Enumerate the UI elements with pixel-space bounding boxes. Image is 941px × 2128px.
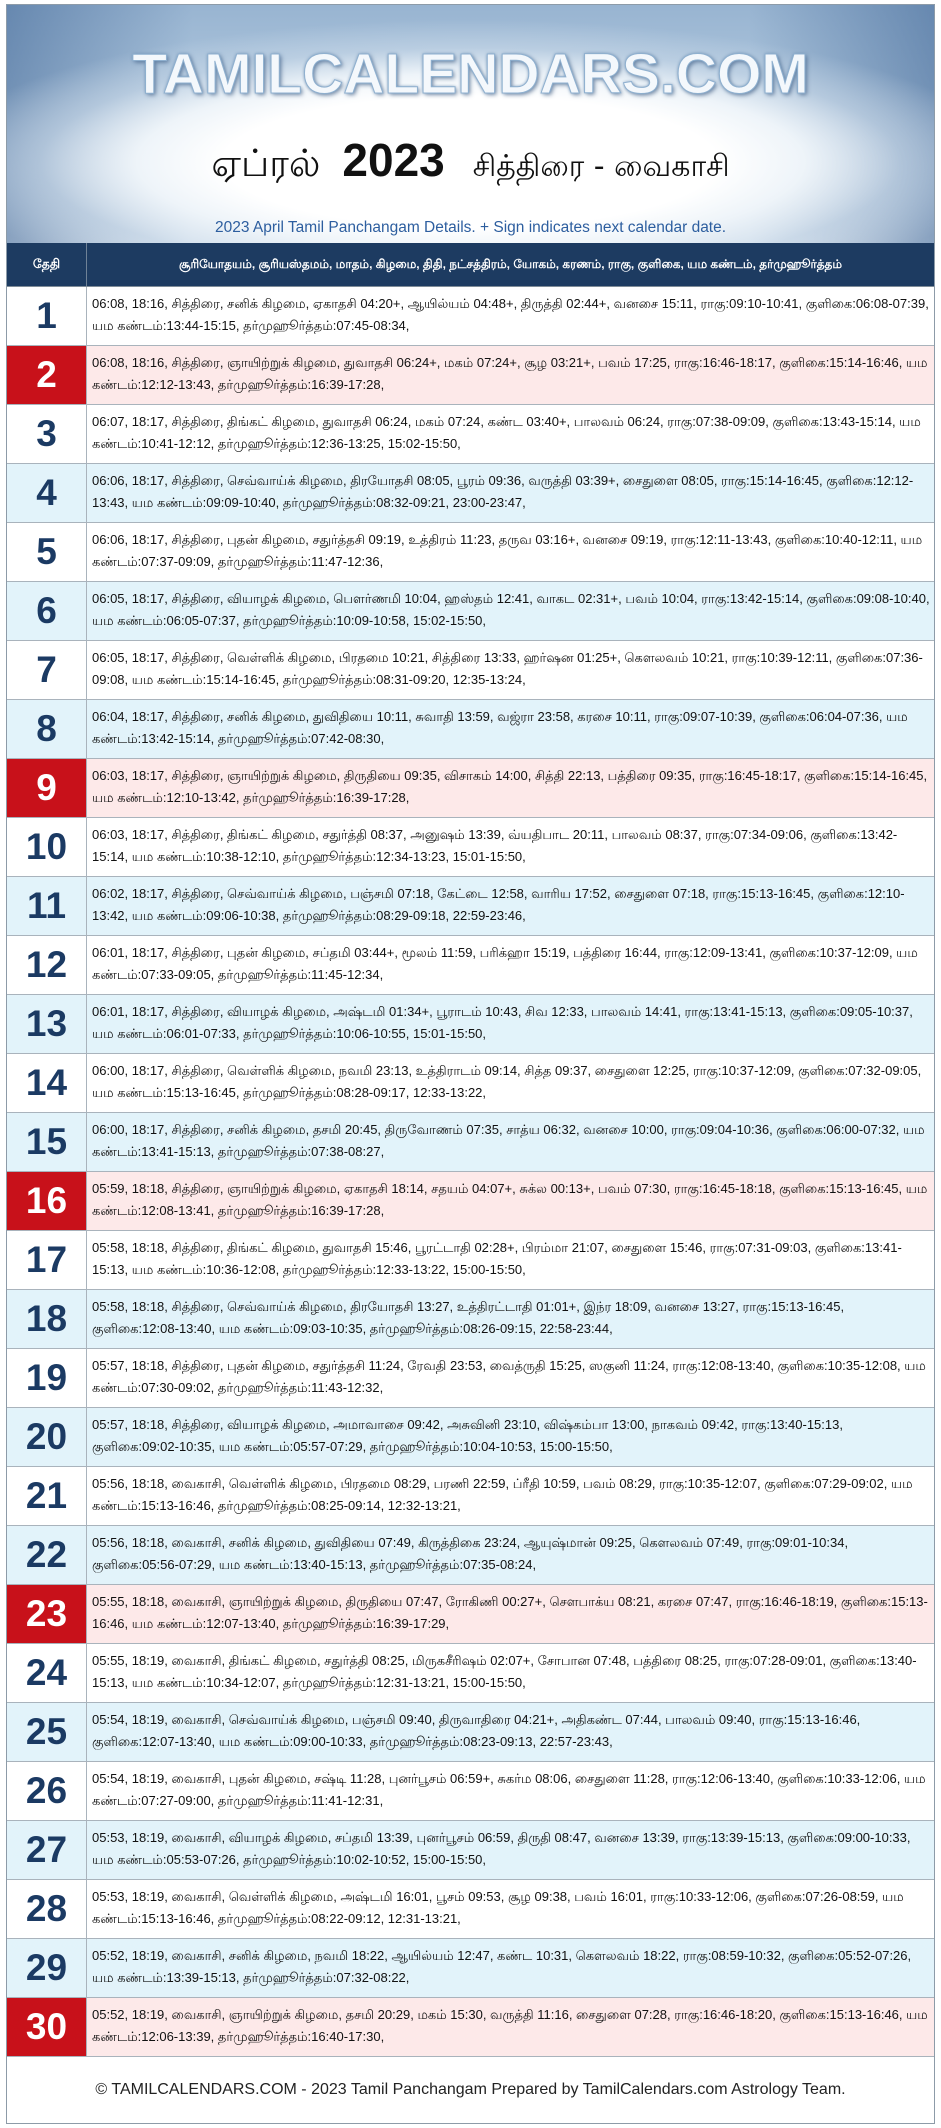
date-number: 8 xyxy=(7,700,87,758)
table-row xyxy=(7,1821,934,1880)
page-subtitle: 2023 April Tamil Panchangam Details. + Sign indicates next calendar date. xyxy=(214,219,727,236)
table-row xyxy=(7,1880,934,1939)
panchangam-details: 05:52, 18:19, வைகாசி, ஞாயிற்றுக் கிழமை, தசமி 20:29, மகம் 15:30, வருத்தி 11:16, சைதுளை 07:28, ராகு:16:46-18:20, குளிகை:15:13-16:46, யம கண்டம்:12:06-13:39, தர்முஹூர்த்தம்:16:40-17:30, xyxy=(92,2007,928,2044)
panchangam-table-body xyxy=(7,287,934,2057)
header-banner xyxy=(7,5,934,243)
table-row xyxy=(7,1762,934,1821)
date-number: 24 xyxy=(7,1644,87,1702)
panchangam-details: 06:05, 18:17, சித்திரை, வியாழக் கிழமை, பௌர்ணமி 10:04, ஹஸ்தம் 12:41, வாகட 02:31+, பவம் 10:04, ராகு:13:42-15:14, குளிகை:09:08-10:40, யம கண்டம்:06:05-07:37, தர்முஹூர்த்தம்:10:09-10:58, 15:02-15:50, xyxy=(92,591,930,628)
panchangam-details: 05:56, 18:18, வைகாசி, சனிக் கிழமை, துவிதியை 07:49, கிருத்திகை 23:24, ஆயுஷ்மான் 09:25, கௌலவம் 07:49, ராகு:09:01-10:34, குளிகை:05:56-07:29, யம கண்டம்:13:40-15:13, தர்முஹூர்த்தம்:07:35-08:24, xyxy=(92,1535,849,1572)
panchangam-details: 05:55, 18:19, வைகாசி, திங்கட் கிழமை, சதுர்த்தி 08:25, மிருகசீரிஷம் 02:07+, சோபான 07:48, பத்திரை 08:25, ராகு:07:28-09:01, குளிகை:13:40-15:13, யம கண்டம்:10:34-12:07, தர்முஹூர்த்தம்:12:31-13:21, 15:00-15:50, xyxy=(92,1653,917,1690)
panchangam-details: 05:52, 18:19, வைகாசி, சனிக் கிழமை, நவமி 18:22, ஆயில்யம் 12:47, கண்ட 10:31, கௌலவம் 18:22, ராகு:08:59-10:32, குளிகை:05:52-07:26, யம கண்டம்:13:39-15:13, தர்முஹூர்த்தம்:07:32-08:22, xyxy=(92,1948,912,1985)
table-row xyxy=(7,405,934,464)
panchangam-details: 06:06, 18:17, சித்திரை, செவ்வாய்க் கிழமை, திரயோதசி 08:05, பூரம் 09:36, வருத்தி 03:39+, சைதுளை 08:05, ராகு:15:14-16:45, குளிகை:12:12-13:43, யம கண்டம்:09:09-10:40, தர்முஹூர்த்தம்:08:32-09:21, 23:00-23:47, xyxy=(92,473,914,510)
table-header xyxy=(7,243,934,287)
panchangam-details: 06:02, 18:17, சித்திரை, செவ்வாய்க் கிழமை, பஞ்சமி 07:18, கேட்டை 12:58, வாரிய 17:52, சைதுளை 07:18, ராகு:15:13-16:45, குளிகை:12:10-13:42, யம கண்டம்:09:06-10:38, தர்முஹூர்த்தம்:08:29-09:18, 22:59-23:46, xyxy=(92,886,905,923)
table-row xyxy=(7,700,934,759)
panchangam-details: 06:03, 18:17, சித்திரை, ஞாயிற்றுக் கிழமை, திருதியை 09:35, விசாகம் 14:00, சித்தி 22:13, பத்திரை 09:35, ராகு:16:45-18:17, குளிகை:15:14-16:45, யம கண்டம்:12:10-13:42, தர்முஹூர்த்தம்:16:39-17:28, xyxy=(92,768,928,805)
panchangam-details: 05:55, 18:18, வைகாசி, ஞாயிற்றுக் கிழமை, திருதியை 07:47, ரோகிணி 00:27+, சௌபாக்ய 08:21, கரசை 07:47, ராகு:16:46-18:19, குளிகை:15:13-16:46, யம கண்டம்:12:07-13:40, தர்முஹூர்த்தம்:16:39-17:29, xyxy=(92,1594,928,1631)
date-number: 20 xyxy=(7,1408,87,1466)
table-row xyxy=(7,1290,934,1349)
date-number: 7 xyxy=(7,641,87,699)
panchangam-details: 05:57, 18:18, சித்திரை, புதன் கிழமை, சதுர்த்தசி 11:24, ரேவதி 23:53, வைத்ருதி 15:25, ஸகுனி 11:24, ராகு:12:08-13:40, குளிகை:10:35-12:08, யம கண்டம்:07:30-09:02, தர்முஹூர்த்தம்:11:43-12:32, xyxy=(92,1358,926,1395)
panchangam-details: 06:08, 18:16, சித்திரை, சனிக் கிழமை, ஏகாதசி 04:20+, ஆயில்யம் 04:48+, திருத்தி 02:44+, வனசை 15:11, ராகு:09:10-10:41, குளிகை:06:08-07:39, யம கண்டம்:13:44-15:15, தர்முஹூர்த்தம்:07:45-08:34, xyxy=(92,296,929,333)
date-number: 5 xyxy=(7,523,87,581)
panchangam-details: 05:56, 18:18, வைகாசி, வெள்ளிக் கிழமை, பிரதமை 08:29, பரணி 22:59, ப்ரீதி 10:59, பவம் 08:29, ராகு:10:35-12:07, குளிகை:07:29-09:02, யம கண்டம்:15:13-16:46, தர்முஹூர்த்தம்:08:25-09:14, 12:32-13:21, xyxy=(92,1476,913,1513)
page-footer: © TAMILCALENDARS.COM - 2023 Tamil Panchangam Prepared by TamilCalendars.com Astrology Team. xyxy=(95,2081,846,2098)
panchangam-details: 06:07, 18:17, சித்திரை, திங்கட் கிழமை, துவாதசி 06:24, மகம் 07:24, கண்ட 03:40+, பாலவம் 06:24, ராகு:07:38-09:09, குளிகை:13:43-15:14, யம கண்டம்:10:41-12:12, தர்முஹூர்த்தம்:12:36-13:25, 15:02-15:50, xyxy=(92,414,921,451)
column-header-date: தேதி xyxy=(7,243,87,286)
date-number: 2 xyxy=(7,346,87,404)
table-row xyxy=(7,1054,934,1113)
date-number: 30 xyxy=(7,1998,87,2056)
table-row xyxy=(7,1585,934,1644)
date-number: 16 xyxy=(7,1172,87,1230)
panchangam-details: 06:04, 18:17, சித்திரை, சனிக் கிழமை, துவிதியை 10:11, சுவாதி 13:59, வஜ்ரா 23:58, கரசை 10:11, ராகு:09:07-10:39, குளிகை:06:04-07:36, யம கண்டம்:13:42-15:14, தர்முஹூர்த்தம்:07:42-08:30, xyxy=(92,709,908,746)
table-row xyxy=(7,1231,934,1290)
date-number: 17 xyxy=(7,1231,87,1289)
table-row xyxy=(7,1467,934,1526)
date-number: 15 xyxy=(7,1113,87,1171)
table-row xyxy=(7,641,934,700)
date-number: 22 xyxy=(7,1526,87,1584)
panchangam-details: 06:03, 18:17, சித்திரை, திங்கட் கிழமை, சதுர்த்தி 08:37, அனுஷம் 13:39, வ்யதிபாட 20:11, பாலவம் 08:37, ராகு:07:34-09:06, குளிகை:13:42-15:14, யம கண்டம்:10:38-12:10, தர்முஹூர்த்தம்:12:34-13:23, 15:01-15:50, xyxy=(92,827,898,864)
date-number: 3 xyxy=(7,405,87,463)
month-heading xyxy=(7,133,934,193)
table-row xyxy=(7,818,934,877)
date-number: 18 xyxy=(7,1290,87,1348)
panchangam-details: 06:05, 18:17, சித்திரை, வெள்ளிக் கிழமை, பிரதமை 10:21, சித்திரை 13:33, ஹர்ஷன 01:25+, கௌலவம் 10:21, ராகு:10:39-12:11, குளிகை:07:36-09:08, யம கண்டம்:15:14-16:45, தர்முஹூர்த்தம்:08:31-09:20, 12:35-13:24, xyxy=(92,650,923,687)
table-row xyxy=(7,877,934,936)
panchangam-details: 05:54, 18:19, வைகாசி, செவ்வாய்க் கிழமை, பஞ்சமி 09:40, திருவாதிரை 04:21+, அதிகண்ட 07:44, பாலவம் 09:40, ராகு:15:13-16:46, குளிகை:12:07-13:40, யம கண்டம்:09:00-10:33, தர்முஹூர்த்தம்:08:23-09:13, 22:57-23:43, xyxy=(92,1712,861,1749)
table-row xyxy=(7,1644,934,1703)
table-row xyxy=(7,523,934,582)
panchangam-details: 05:58, 18:18, சித்திரை, செவ்வாய்க் கிழமை, திரயோதசி 13:27, உத்திரட்டாதி 01:01+, இந்ர 18:09, வனசை 13:27, ராகு:15:13-16:45, குளிகை:12:08-13:40, யம கண்டம்:09:03-10:35, தர்முஹூர்த்தம்:08:26-09:15, 22:58-23:44, xyxy=(92,1299,845,1336)
panchangam-details: 05:57, 18:18, சித்திரை, வியாழக் கிழமை, அமாவாசை 09:42, அசுவினி 23:10, விஷ்கம்பா 13:00, நாகவம் 09:42, ராகு:13:40-15:13, குளிகை:09:02-10:35, யம கண்டம்:05:57-07:29, தர்முஹூர்த்தம்:10:04-10:53, 15:00-15:50, xyxy=(92,1417,843,1454)
year-label: 2023 xyxy=(342,134,445,186)
panchangam-details: 06:00, 18:17, சித்திரை, வெள்ளிக் கிழமை, நவமி 23:13, உத்திராடம் 09:14, சித்த 09:37, சைதுளை 12:25, ராகு:10:37-12:09, குளிகை:07:32-09:05, யம கண்டம்:15:13-16:45, தர்முஹூர்த்தம்:08:28-09:17, 12:33-13:22, xyxy=(92,1063,922,1100)
calendar-page xyxy=(6,4,935,2124)
site-logo-text: TAMILCALENDARS.COM xyxy=(132,42,809,106)
date-number: 4 xyxy=(7,464,87,522)
table-row xyxy=(7,1172,934,1231)
date-number: 10 xyxy=(7,818,87,876)
table-row xyxy=(7,759,934,818)
date-number: 26 xyxy=(7,1762,87,1820)
table-row xyxy=(7,582,934,641)
date-number: 9 xyxy=(7,759,87,817)
date-number: 21 xyxy=(7,1467,87,1525)
panchangam-details: 05:53, 18:19, வைகாசி, வியாழக் கிழமை, சப்தமி 13:39, புனர்பூசம் 06:59, திருதி 08:47, வனசை 13:39, ராகு:13:39-15:13, குளிகை:09:00-10:33, யம கண்டம்:05:53-07:26, தர்முஹூர்த்தம்:10:02-10:52, 15:00-15:50, xyxy=(92,1830,911,1867)
panchangam-details: 05:59, 18:18, சித்திரை, ஞாயிற்றுக் கிழமை, ஏகாதசி 18:14, சதயம் 04:07+, சுக்ல 00:13+, பவம் 07:30, ராகு:16:45-18:18, குளிகை:15:13-16:45, யம கண்டம்:12:08-13:41, தர்முஹூர்த்தம்:16:39-17:28, xyxy=(92,1181,928,1218)
panchangam-details: 06:01, 18:17, சித்திரை, வியாழக் கிழமை, அஷ்டமி 01:34+, பூராடம் 10:43, சிவ 12:33, பாலவம் 14:41, ராகு:13:41-15:13, குளிகை:09:05-10:37, யம கண்டம்:06:01-07:33, தர்முஹூர்த்தம்:10:06-10:55, 15:01-15:50, xyxy=(92,1004,913,1041)
date-number: 28 xyxy=(7,1880,87,1938)
column-header-details: சூரியோதயம், சூரியஸ்தமம், மாதம், கிழமை, திதி, நட்சத்திரம், யோகம், கரணம், ராகு, குளிகை, யம கண்டம், தர்முஹூர்த்தம் xyxy=(178,256,843,271)
table-row xyxy=(7,995,934,1054)
date-number: 11 xyxy=(7,877,87,935)
panchangam-details: 06:01, 18:17, சித்திரை, புதன் கிழமை, சப்தமி 03:44+, மூலம் 11:59, பரிக்ஹா 15:19, பத்திரை 16:44, ராகு:12:09-13:41, குளிகை:10:37-12:09, யம கண்டம்:07:33-09:05, தர்முஹூர்த்தம்:11:45-12:34, xyxy=(92,945,918,982)
date-number: 6 xyxy=(7,582,87,640)
table-row xyxy=(7,936,934,995)
table-row xyxy=(7,1349,934,1408)
table-row xyxy=(7,1939,934,1998)
date-number: 27 xyxy=(7,1821,87,1879)
table-row xyxy=(7,346,934,405)
date-number: 13 xyxy=(7,995,87,1053)
table-row xyxy=(7,464,934,523)
date-number: 12 xyxy=(7,936,87,994)
table-row xyxy=(7,1703,934,1762)
panchangam-details: 05:58, 18:18, சித்திரை, திங்கட் கிழமை, துவாதசி 15:46, பூரட்டாதி 02:28+, பிரம்மா 21:07, சைதுளை 15:46, ராகு:07:31-09:03, குளிகை:13:41-15:13, யம கண்டம்:10:36-12:08, தர்முஹூர்த்தம்:12:33-13:22, 15:00-15:50, xyxy=(92,1240,902,1277)
date-number: 25 xyxy=(7,1703,87,1761)
table-row xyxy=(7,287,934,346)
date-number: 29 xyxy=(7,1939,87,1997)
tamil-month-range: சித்திரை - வைகாசி xyxy=(472,149,730,184)
panchangam-details: 06:06, 18:17, சித்திரை, புதன் கிழமை, சதுர்த்தசி 09:19, உத்திரம் 11:23, தருவ 03:16+, வனசை 09:19, ராகு:12:11-13:43, குளிகை:10:40-12:11, யம கண்டம்:07:37-09:09, தர்முஹூர்த்தம்:11:47-12:36, xyxy=(92,532,923,569)
table-row xyxy=(7,1408,934,1467)
panchangam-details: 06:00, 18:17, சித்திரை, சனிக் கிழமை, தசமி 20:45, திருவோணம் 07:35, சாத்ய 06:32, வனசை 10:00, ராகு:09:04-10:36, குளிகை:06:00-07:32, யம கண்டம்:13:41-15:13, தர்முஹூர்த்தம்:07:38-08:27, xyxy=(92,1122,925,1159)
date-number: 1 xyxy=(7,287,87,345)
table-row xyxy=(7,1526,934,1585)
panchangam-details: 05:54, 18:19, வைகாசி, புதன் கிழமை, சஷ்டி 11:28, புனர்பூசம் 06:59+, சுகர்ம 08:06, சைதுளை 11:28, ராகு:12:06-13:40, குளிகை:10:33-12:06, யம கண்டம்:07:27-09:00, தர்முஹூர்த்தம்:11:41-12:31, xyxy=(92,1771,926,1808)
month-name-tamil: ஏப்ரல் xyxy=(211,141,321,185)
date-number: 23 xyxy=(7,1585,87,1643)
panchangam-details: 05:53, 18:19, வைகாசி, வெள்ளிக் கிழமை, அஷ்டமி 16:01, பூசம் 09:53, சூழ 09:38, பவம் 16:01, ராகு:10:33-12:06, குளிகை:07:26-08:59, யம கண்டம்:15:13-16:46, தர்முஹூர்த்தம்:08:22-09:12, 12:31-13:21, xyxy=(92,1889,904,1926)
table-row xyxy=(7,1113,934,1172)
panchangam-details: 06:08, 18:16, சித்திரை, ஞாயிற்றுக் கிழமை, துவாதசி 06:24+, மகம் 07:24+, சூழ 03:21+, பவம் 17:25, ராகு:16:46-18:17, குளிகை:15:14-16:46, யம கண்டம்:12:12-13:43, தர்முஹூர்த்தம்:16:39-17:28, xyxy=(92,355,928,392)
table-row xyxy=(7,1998,934,2057)
date-number: 19 xyxy=(7,1349,87,1407)
date-number: 14 xyxy=(7,1054,87,1112)
